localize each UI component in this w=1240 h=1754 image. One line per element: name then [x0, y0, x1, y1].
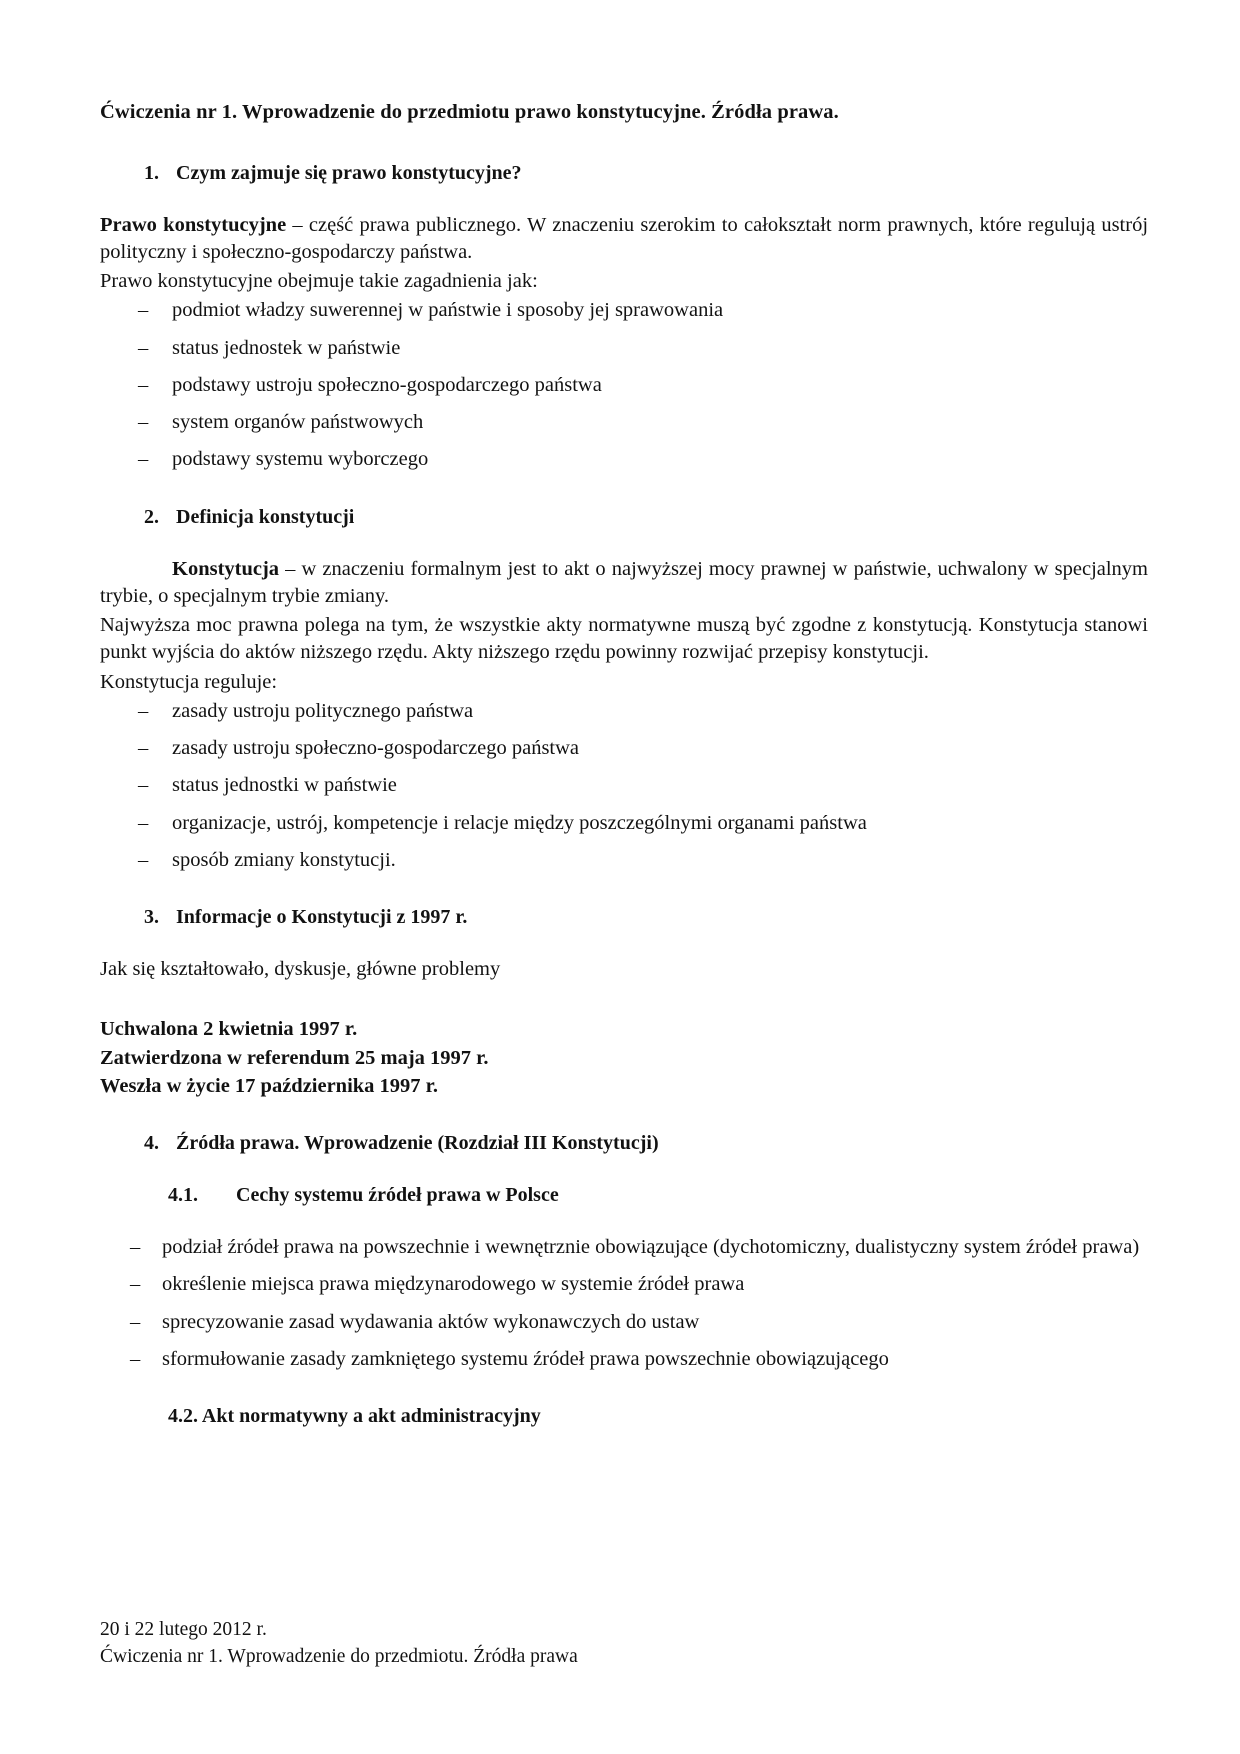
list-section-2 [100, 698, 1148, 874]
definition-term-2: Konstytucja [172, 557, 280, 580]
list-item: – określenie miejsca prawa międzynarodowego w systemie źródeł prawa [100, 1271, 1148, 1298]
list-item: – zasady ustroju społeczno-gospodarczego państwa [100, 735, 1148, 762]
section-number-2: 2. [144, 505, 159, 528]
intro-paragraph-2: Konstytucja reguluje: [100, 670, 278, 693]
constitution-dates [100, 1015, 1148, 1100]
spacer [100, 1100, 1148, 1130]
subsection-number-4-1: 4.1. [168, 1184, 198, 1207]
definition-body-2: – w znaczeniu formalnym jest to akt o najwyższej mocy prawnej w państwie, uchwalony w specjalnym trybie, o specjalnym trybie zmiany. [100, 557, 1148, 607]
section-number-1: 1. [144, 161, 159, 184]
section-title-1: Czym zajmuje się prawo konstytucyjne? [176, 161, 522, 184]
list-item: – sprecyzowanie zasad wydawania aktów wykonawczych do ustaw [100, 1309, 1148, 1336]
section-heading-1 [100, 160, 1148, 186]
section-heading-2 [100, 504, 1148, 530]
date-line-in-force: Weszła w życie 17 października 1997 r. [100, 1074, 439, 1097]
section-number-4: 4. [144, 1132, 159, 1155]
body-paragraph-2: Najwyższa moc prawna polega na tym, że wszystkie akty normatywne muszą być zgodne z konstytucją. Konstytucja stanowi punkt wyjścia do aktów niższego rzędu. Akty niższego rzędu powinny rozwijać przepisy konstytucji. [100, 614, 1148, 664]
section-heading-4 [100, 1130, 1148, 1156]
section-title-3: Informacje o Konstytucji z 1997 r. [176, 906, 468, 929]
intro-paragraph-1: Prawo konstytucyjne obejmuje takie zagadnienia jak: [100, 270, 538, 293]
footer-date: 20 i 22 lutego 2012 r. [100, 1619, 267, 1641]
list-section-1 [100, 297, 1148, 473]
body-paragraph-3: Jak się kształtowało, dyskusje, główne problemy [100, 958, 501, 981]
list-item: – sposób zmiany konstytucji. [100, 847, 1148, 874]
list-item: – status jednostek w państwie [100, 335, 1148, 362]
date-line-referendum: Zatwierdzona w referendum 25 maja 1997 r. [100, 1046, 489, 1069]
section-number-3: 3. [144, 906, 159, 929]
subsection-heading-4-1 [100, 1182, 1148, 1208]
subsection-heading-4-2: 4.2. Akt normatywny a akt administracyjny [168, 1405, 541, 1428]
list-item: – sformułowanie zasady zamkniętego systemu źródeł prawa powszechnie obowiązującego [100, 1346, 1148, 1373]
list-item: – podział źródeł prawa na powszechnie i wewnętrznie obowiązujące (dychotomiczny, dualistyczny system źródeł prawa) [100, 1234, 1148, 1261]
definition-paragraph-1 [100, 212, 1148, 267]
list-item: – podmiot władzy suwerennej w państwie i sposoby jej sprawowania [100, 297, 1148, 324]
page-footer [100, 1617, 578, 1670]
definition-paragraph-2 [100, 556, 1148, 611]
section-heading-3 [100, 904, 1148, 930]
list-item: – organizacje, ustrój, kompetencje i relacje między poszczególnymi organami państwa [100, 810, 1148, 837]
date-line-adopted: Uchwalona 2 kwietnia 1997 r. [100, 1018, 358, 1041]
footer-subject: Ćwiczenia nr 1. Wprowadzenie do przedmiotu. Źródła prawa [100, 1645, 578, 1667]
definition-body-1: – część prawa publicznego. W znaczeniu szerokim to całokształt norm prawnych, które regulują ustrój polityczny i społeczno-gospodarczy państwa. [100, 213, 1149, 263]
subsection-title-4-1: Cechy systemu źródeł prawa w Polsce [236, 1184, 559, 1207]
list-item: – podstawy systemu wyborczego [100, 446, 1148, 473]
list-item: – system organów państwowych [100, 409, 1148, 436]
definition-term-1: Prawo konstytucyjne [100, 213, 287, 236]
spacer [100, 985, 1148, 1015]
section-title-4: Źródła prawa. Wprowadzenie (Rozdział III Konstytucji) [176, 1132, 659, 1155]
section-title-2: Definicja konstytucji [176, 505, 355, 528]
list-item: – podstawy ustroju społeczno-gospodarczego państwa [100, 372, 1148, 399]
list-item: – zasady ustroju politycznego państwa [100, 698, 1148, 725]
list-item: – status jednostki w państwie [100, 772, 1148, 799]
page-title: Ćwiczenia nr 1. Wprowadzenie do przedmiotu prawo konstytucyjne. Źródła prawa. [100, 101, 839, 123]
list-section-4-1 [100, 1234, 1148, 1373]
